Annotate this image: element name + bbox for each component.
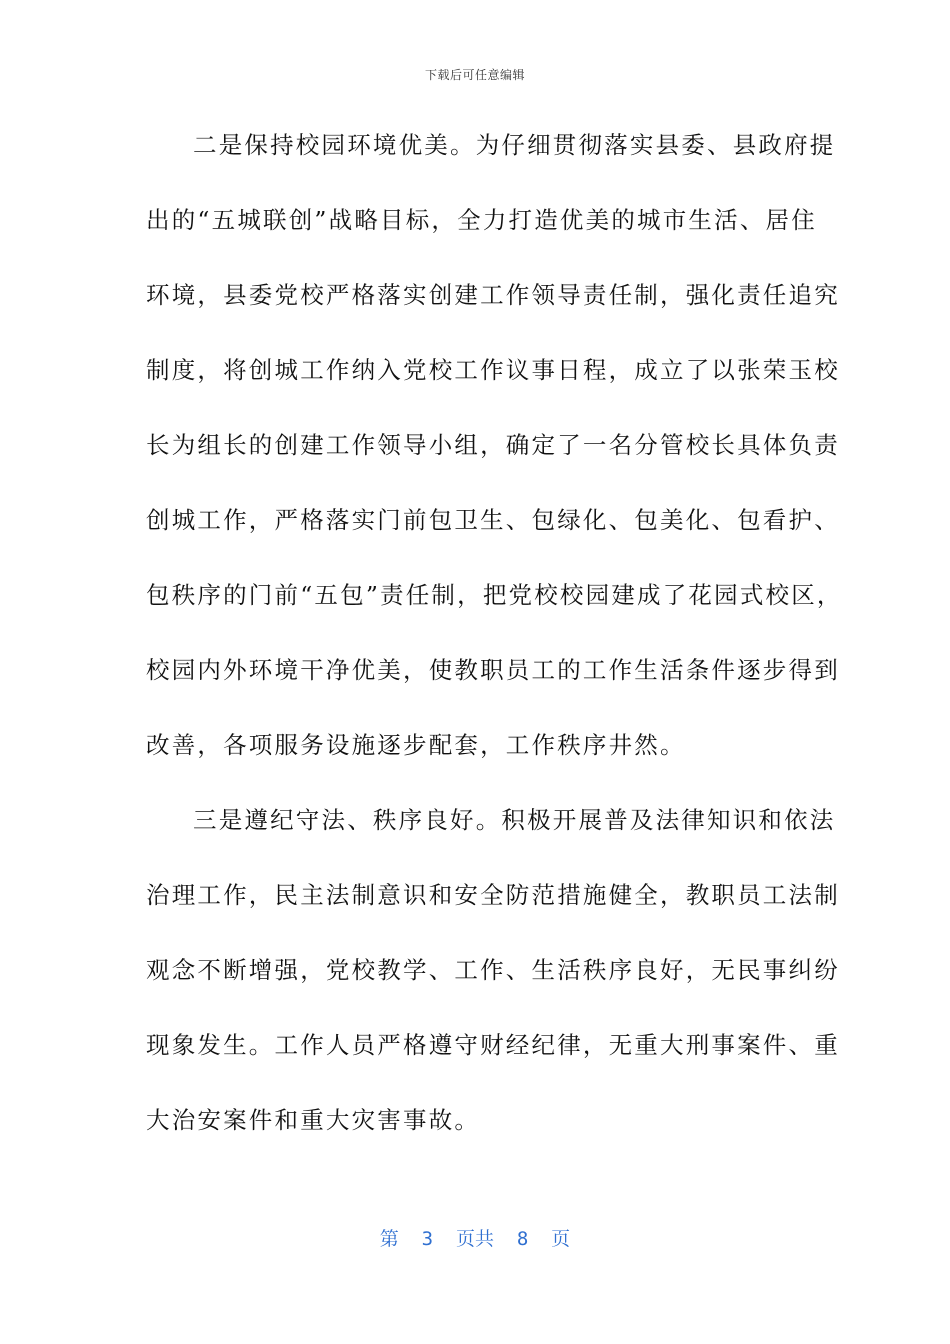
text-line: 创城工作，严格落实门前包卫生、包绿化、包美化、包看护、 bbox=[146, 506, 840, 534]
text-line: 观念不断增强，党校教学、工作、生活秩序良好，无民事纠纷 bbox=[146, 956, 840, 984]
text-line: 现象发生。工作人员严格遵守财经纪律，无重大刑事案件、重 bbox=[146, 1031, 840, 1059]
text-line: 制度，将创城工作纳入党校工作议事日程，成立了以张荣玉校 bbox=[146, 356, 840, 384]
text-line: 大治安案件和重大灾害事故。 bbox=[146, 1106, 481, 1134]
text-line: 包秩序的门前“五包”责任制，把党校校园建成了花园式校区， bbox=[146, 581, 843, 609]
document-body bbox=[146, 120, 843, 1170]
paragraph-1 bbox=[146, 120, 843, 795]
text-line: 出的“五城联创”战略目标，全力打造优美的城市生活、居住 bbox=[146, 206, 817, 234]
text-line: 二是保持校园环境优美。为仔细贯彻落实县委、县政府提 bbox=[193, 131, 836, 159]
text-line: 环境，县委党校严格落实创建工作领导责任制，强化责任追究 bbox=[146, 281, 840, 309]
text-line: 校园内外环境干净优美，使教职员工的工作生活条件逐步得到 bbox=[146, 656, 840, 684]
page-number-footer: 第 3 页共 8 页 bbox=[379, 1228, 571, 1250]
text-line: 三是遵纪守法、秩序良好。积极开展普及法律知识和依法 bbox=[193, 806, 836, 834]
text-line: 治理工作，民主法制意识和安全防范措施健全，教职员工法制 bbox=[146, 881, 840, 909]
paragraph-2 bbox=[146, 795, 840, 1170]
page-header: 下载后可任意编辑 bbox=[424, 68, 525, 82]
text-line: 长为组长的创建工作领导小组，确定了一名分管校长具体负责 bbox=[146, 431, 840, 459]
text-line: 改善，各项服务设施逐步配套，工作秩序井然。 bbox=[146, 731, 686, 759]
